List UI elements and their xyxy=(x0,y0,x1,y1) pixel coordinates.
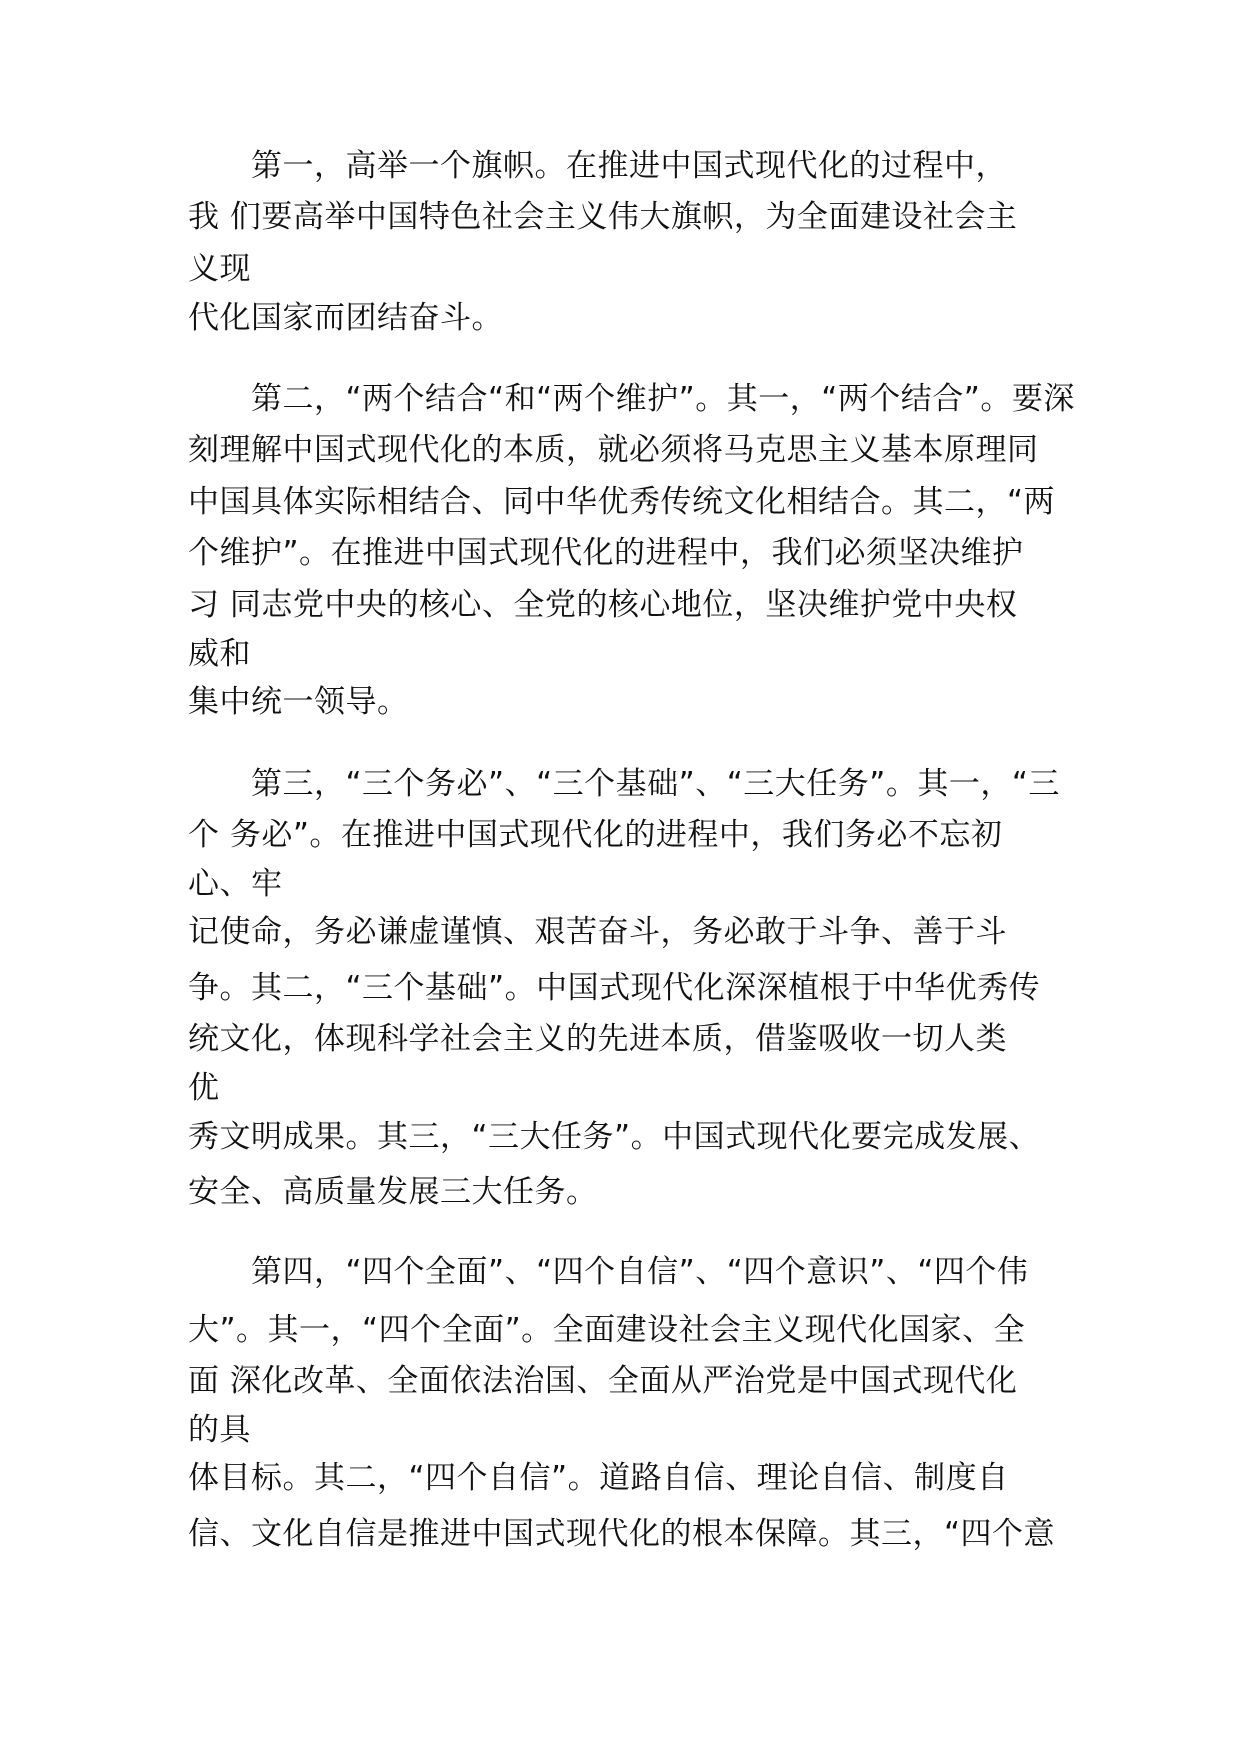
text-line: 心、牢 xyxy=(188,866,283,902)
text-line: 第一，高举一个旗帜。在推进中国式现代化的过程中， xyxy=(251,148,1007,184)
text-line: 第二，“两个结合“和“两个维护”。其一，“两个结合”。要深 xyxy=(251,381,1075,417)
text-line: 代化国家而团结奋斗。 xyxy=(188,300,503,336)
text-line: 习 同志党中央的核心、全党的核心地位，坚决维护党中央权 xyxy=(188,587,1018,623)
text-line: 第四，“四个全面”、“四个自信”、“四个意识”、“四个伟 xyxy=(251,1254,1029,1290)
text-line: 安全、高质量发展三大任务。 xyxy=(188,1174,598,1210)
text-line: 个维护”。在推进中国式现代化的进程中，我们必须坚决维护 xyxy=(188,535,1024,571)
text-line: 秀文明成果。其三，“三大任务”。中国式现代化要完成发展、 xyxy=(188,1119,1041,1155)
text-line: 优 xyxy=(188,1070,220,1106)
text-line: 面 深化改革、全面依法治国、全面从严治党是中国式现代化 xyxy=(188,1363,1018,1399)
text-line: 统文化，体现科学社会主义的先进本质，借鉴吸收一切人类 xyxy=(188,1021,1007,1057)
text-line: 威和 xyxy=(188,636,251,672)
text-line: 我 们要高举中国特色社会主义伟大旗帜，为全面建设社会主 xyxy=(188,199,1018,235)
text-line: 大”。其一，“四个全面”。全面建设社会主义现代化国家、全 xyxy=(188,1312,1026,1348)
text-line: 争。其二，“三个基础”。中国式现代化深深植根于中华优秀传 xyxy=(188,970,1041,1006)
text-line: 个 务必”。在推进中国式现代化的进程中，我们务必不忘初 xyxy=(188,817,1003,853)
text-line: 义现 xyxy=(188,251,251,287)
text-line: 中国具体实际相结合、同中华优秀传统文化相结合。其二，“两 xyxy=(188,484,1056,520)
text-line: 信、文化自信是推进中国式现代化的根本保障。其三，“四个意 xyxy=(188,1516,1056,1552)
text-line: 刻理解中国式现代化的本质，就必须将马克思主义基本原理同 xyxy=(188,432,1039,468)
text-line: 记使命，务必谦虚谨慎、艰苦奋斗，务必敢于斗争、善于斗 xyxy=(188,914,1007,950)
text-line: 体目标。其二，“四个自信”。道路自信、理论自信、制度自 xyxy=(188,1460,1009,1496)
text-line: 集中统一领导。 xyxy=(188,684,409,720)
text-line: 的具 xyxy=(188,1412,251,1448)
text-line: 第三，“三个务必”、“三个基础”、“三大任务”。其一，“三 xyxy=(251,766,1060,802)
